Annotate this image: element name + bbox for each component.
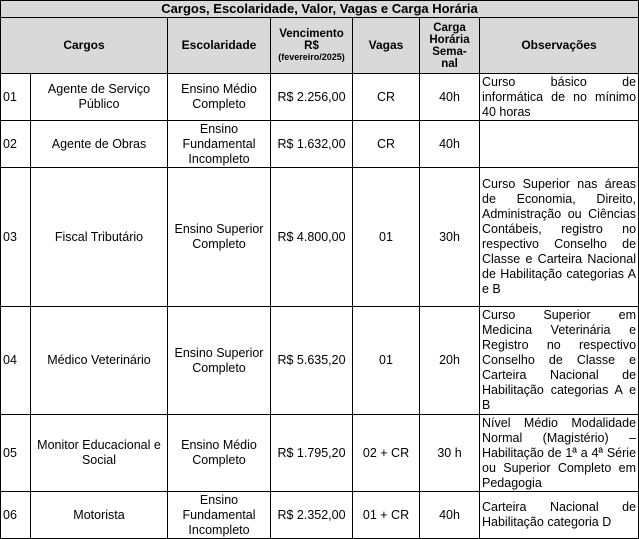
header-carga	[420, 18, 480, 74]
row-number: 01	[1, 74, 31, 121]
row-vencimento: R$ 2.352,00	[271, 492, 353, 539]
header-carga-line1: Carga	[433, 21, 466, 34]
row-number: 03	[1, 168, 31, 307]
row-carga: 20h	[420, 307, 480, 415]
row-carga: 30 h	[420, 415, 480, 492]
table-title: Cargos, Escolaridade, Valor, Vagas e Carga Horária	[1, 1, 639, 18]
table-row	[1, 168, 639, 307]
header-observacoes: Observações	[480, 18, 639, 74]
table-row	[1, 492, 639, 539]
row-vagas: 02 + CR	[353, 415, 420, 492]
header-vagas: Vagas	[353, 18, 420, 74]
row-cargo: Motorista	[31, 492, 168, 539]
table-title-row	[1, 1, 639, 18]
row-escolaridade: Ensino Fundamental Incompleto	[168, 492, 271, 539]
row-carga: 40h	[420, 492, 480, 539]
header-escolaridade: Escolaridade	[168, 18, 271, 74]
row-cargo: Agente de Serviço Público	[31, 74, 168, 121]
row-vencimento: R$ 5.635,20	[271, 307, 353, 415]
row-vencimento: R$ 1.795,20	[271, 415, 353, 492]
row-vagas: 01	[353, 168, 420, 307]
row-number: 02	[1, 121, 31, 168]
table-row	[1, 74, 639, 121]
row-cargo: Médico Veterinário	[31, 307, 168, 415]
row-number: 04	[1, 307, 31, 415]
row-vagas: CR	[353, 74, 420, 121]
row-escolaridade: Ensino Fundamental Incompleto	[168, 121, 271, 168]
row-carga: 40h	[420, 121, 480, 168]
row-carga: 40h	[420, 74, 480, 121]
row-escolaridade: Ensino Médio Completo	[168, 74, 271, 121]
row-vencimento: R$ 2.256,00	[271, 74, 353, 121]
row-observacoes: Curso Superior nas áreas de Economia, Direito, Administração ou Ciências Contábeis, registro no respectivo Conselho de Classe e Carteira Nacional de Habilitação categorias A e B	[480, 168, 639, 307]
header-cargos: Cargos	[1, 18, 168, 74]
row-number: 05	[1, 415, 31, 492]
header-row	[1, 18, 639, 74]
table-row	[1, 307, 639, 415]
row-observacoes	[480, 121, 639, 168]
row-escolaridade: Ensino Superior Completo	[168, 307, 271, 415]
header-carga-line3: Sema-	[432, 45, 467, 58]
row-cargo: Fiscal Tributário	[31, 168, 168, 307]
row-cargo: Agente de Obras	[31, 121, 168, 168]
header-vencimento-line1: Vencimento	[279, 28, 344, 40]
header-vencimento-line3: (fevereiro/2025)	[278, 52, 345, 62]
row-observacoes: Nível Médio Modalidade Normal (Magistério) – Habilitação de 1ª a 4ª Série ou Superior Completo em Pedagogia	[480, 415, 639, 492]
header-carga-line4: nal	[441, 57, 458, 70]
row-vencimento: R$ 4.800,00	[271, 168, 353, 307]
header-vencimento-line2: R$	[304, 40, 319, 52]
row-vagas: 01 + CR	[353, 492, 420, 539]
row-vencimento: R$ 1.632,00	[271, 121, 353, 168]
table-row	[1, 415, 639, 492]
row-cargo: Monitor Educacional e Social	[31, 415, 168, 492]
row-observacoes: Curso Superior em Medicina Veterinária e Registro no respectivo Conselho de Classe e Carteira Nacional de Habilitação categorias A e B	[480, 307, 639, 415]
row-escolaridade: Ensino Superior Completo	[168, 168, 271, 307]
header-carga-line2: Horária	[429, 33, 470, 46]
row-number: 06	[1, 492, 31, 539]
header-vencimento	[271, 18, 353, 74]
row-carga: 30h	[420, 168, 480, 307]
table-row	[1, 121, 639, 168]
row-escolaridade: Ensino Médio Completo	[168, 415, 271, 492]
row-observacoes: Carteira Nacional de Habilitação categoria D	[480, 492, 639, 539]
row-vagas: CR	[353, 121, 420, 168]
row-observacoes: Curso básico de informática de no mínimo 40 horas	[480, 74, 639, 121]
row-vagas: 01	[353, 307, 420, 415]
